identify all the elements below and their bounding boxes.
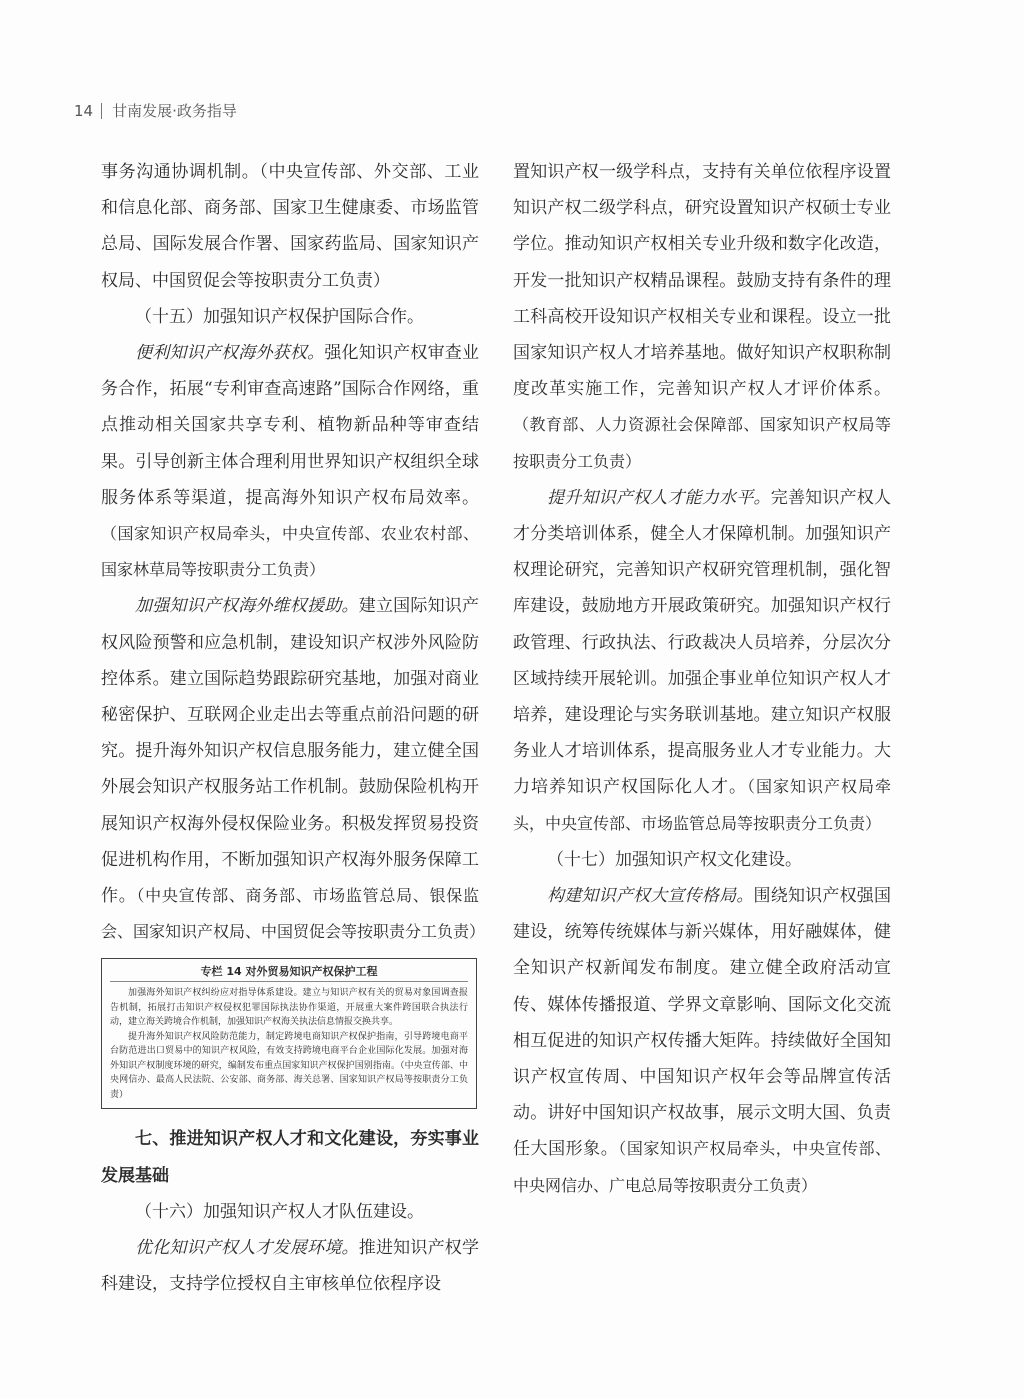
paragraph-lead: 便利知识产权海外获权。 [135,343,325,364]
paragraph-lead: 加强知识产权海外维权援助。 [135,596,359,617]
chapter-heading: 七、推进知识产权人才和文化建设，夯实事业发展基础 [101,1129,479,1186]
box-title: 专栏 14 对外贸易知识产权保护工程 [110,963,468,982]
section-heading: （十七）加强知识产权文化建设。 [547,849,802,870]
paragraph: 提升知识产权人才能力水平。完善知识产权人才分类培训体系，健全人才保障机制。加强知识产权理论研究，完善知识产权研究管理机制，强化智库建设，鼓励地方开展政策研究。加强知识产权行政管理、行政执法、行政裁决人员培养，分层次分区域持续开展轮训。加强企事业单位知识产权人才培养，建设理论与实务联训基地。建立知识产权服务业人才培训体系，提高服务业人才专业能力。大力培养知识产权国际化人才。（国家知识产权局牵头，中央宣传部、市场监管总局等按职责分工负责） [513,487,892,833]
left-column [101,154,486,1302]
responsibility-note: （中央宣传部、商务部、市场监管总局、银保监会、国家知识产权局、中国贸促会等按职责分工负责） [101,886,486,942]
paragraph: 便利知识产权海外获权。强化知识产权审查业务合作，拓展“专利审查高速路”国际合作网络，重点推动相关国家共享专利、植物新品种等审查结果。引导创新主体合理利用世界知识产权组织全球服务体系等渠道，提高海外知识产权布局效率。（国家知识产权局牵头，中央宣传部、农业农村部、国家林草局等按职责分工负责） [101,343,480,580]
paragraph-lead: 构建知识产权大宣传格局。 [547,886,754,907]
paragraph-lead: 优化知识产权人才发展环境。 [135,1238,359,1259]
paragraph-lead: 提升知识产权人才能力水平。 [547,487,771,508]
box-paragraph: 提升海外知识产权风险防范能力，制定跨境电商知识产权保护指南，引导跨境电商平台防范进出口贸易中的知识产权风险，有效支持跨境电商平台企业国际化发展。加强对海外知识产权制度环境的研究，编制发布重点国家知识产权保护国别指南。（中央宣传部、中央网信办、最高人民法院、公安部、商务部、海关总署、国家知识产权局等按职责分工负责） [110,1031,468,1100]
right-column [513,154,891,1204]
page-number: 14 [74,101,94,120]
page-header [74,100,237,121]
section-heading: （十六）加强知识产权人才队伍建设。 [135,1201,424,1222]
paragraph: 事务沟通协调机制。（中央宣传部、外交部、工业和信息化部、商务部、国家卫生健康委、市场监管总局、国际发展合作署、国家药监局、国家知识产权局、中国贸促会等按职责分工负责） [101,162,479,291]
responsibility-note: （教育部、人力资源社会保障部、国家知识产权局等按职责分工负责） [513,415,891,471]
responsibility-note: （国家知识产权局牵头，中央宣传部、市场监管总局等按职责分工负责） [513,777,891,833]
responsibility-note: （国家知识产权局牵头，中央宣传部、农业农村部、国家林草局等按职责分工负责） [101,524,479,580]
responsibility-note: （国家知识产权局牵头，中央宣传部、中央网信办、广电总局等按职责分工负责） [513,1139,891,1195]
header-divider [101,103,102,119]
publication-title: 甘南发展·政务指导 [112,102,237,120]
paragraph: 优化知识产权人才发展环境。推进知识产权学科建设，支持学位授权自主审核单位依程序设 [101,1238,480,1295]
paragraph: 置知识产权一级学科点，支持有关单位依程序设置知识产权二级学科点，研究设置知识产权硕士专业学位。推动知识产权相关专业升级和数字化改造，开发一批知识产权精品课程。鼓励支持有条件的理工科高校开设知识产权相关专业和课程。设立一批国家知识产权人才培养基地。做好知识产权职称制度改革实施工作，完善知识产权人才评价体系。（教育部、人力资源社会保障部、国家知识产权局等按职责分工负责） [513,162,891,471]
section-heading: （十五）加强知识产权保护国际合作。 [135,306,424,327]
sidebar-box [101,958,477,1109]
box-paragraph: 加强海外知识产权纠纷应对指导体系建设。建立与知识产权有关的贸易对象国调查报告机制，拓展打击知识产权侵权犯罪国际执法协作渠道，开展重大案件跨国联合执法行动，建立海关跨境合作机制，加强知识产权海关执法信息情报交换共享。 [110,988,468,1028]
paragraph: 构建知识产权大宣传格局。围绕知识产权强国建设，统筹传统媒体与新兴媒体，用好融媒体，健全知识产权新闻发布制度。建立健全政府活动宣传、媒体传播报道、学界文章影响、国际文化交流相互促进的知识产权传播大矩阵。持续做好全国知识产权宣传周、中国知识产权年会等品牌宣传活动。讲好中国知识产权故事，展示文明大国、负责任大国形象。（国家知识产权局牵头，中央宣传部、中央网信办、广电总局等按职责分工负责） [513,886,892,1195]
paragraph: 加强知识产权海外维权援助。建立国际知识产权风险预警和应急机制，建设知识产权涉外风险防控体系。建立国际趋势跟踪研究基地，加强对商业秘密保护、互联网企业走出去等重点前沿问题的研究。提升海外知识产权信息服务能力，建立健全国外展会知识产权服务站工作机制。鼓励保险机构开展知识产权海外侵权保险业务。积极发挥贸易投资促进机构作用，不断加强知识产权海外服务保障工作。（中央宣传部、商务部、市场监管总局、银保监会、国家知识产权局、中国贸促会等按职责分工负责） [101,596,486,942]
